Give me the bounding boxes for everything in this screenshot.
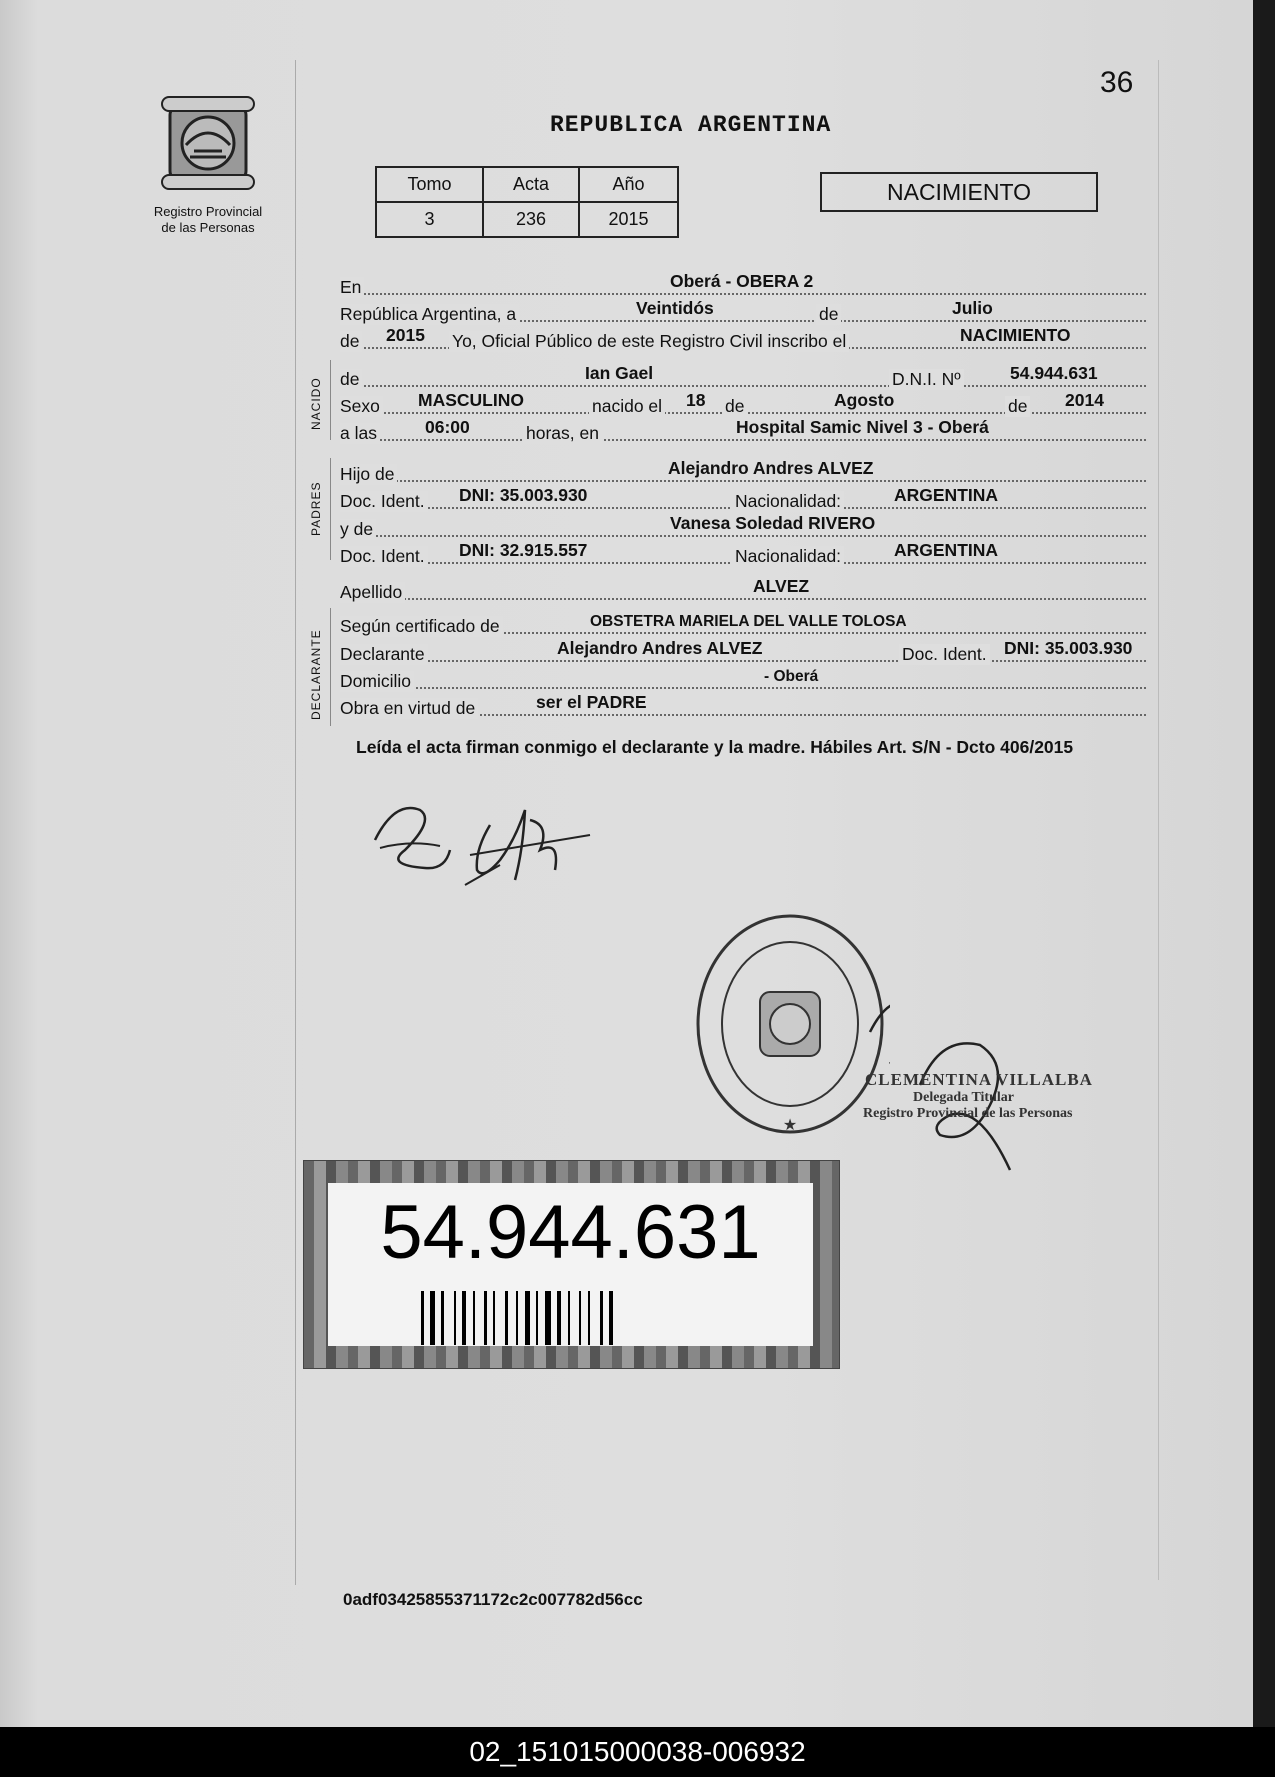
reference-table (375, 166, 679, 238)
obra-label: Obra en virtud de (340, 698, 478, 719)
child-dni-value: 54.944.631 (1010, 363, 1098, 383)
birth-day-value: 18 (686, 390, 706, 410)
row-year (340, 326, 1146, 352)
binder-edge (1253, 0, 1275, 1727)
nacido-section-label: NACIDO (309, 377, 323, 430)
anio-value: 2015 (579, 202, 678, 237)
page-number: 36 (1100, 66, 1134, 99)
declarante-doc-value: DNI: 35.003.930 (1004, 638, 1133, 658)
mother-doc-value: DNI: 32.915.557 (459, 540, 588, 560)
row-address (340, 666, 1146, 692)
anio-header: Año (579, 167, 678, 202)
de-label3: de (1005, 396, 1030, 417)
republic-label: República Argentina, a (340, 304, 519, 325)
place-value: Oberá - OBERA 2 (670, 271, 814, 291)
document-type-box: NACIMIENTO (820, 172, 1098, 212)
dni-sticker-number: 54.944.631 (380, 1190, 761, 1275)
certificado-value: OBSTETRA MARIELA DEL VALLE TOLOSA (590, 613, 907, 630)
horas-en-label: horas, en (523, 423, 602, 444)
barcode-icon (421, 1291, 741, 1345)
right-margin-rule (1158, 60, 1159, 1580)
domicilio-value: - Oberá (764, 668, 819, 685)
birth-year-value: 2014 (1065, 390, 1104, 410)
official-name: CLEMENTINA VILLALBA (865, 1070, 1093, 1089)
declarante-label: Declarante (340, 644, 428, 665)
left-margin-rule (295, 60, 296, 1585)
officer-text: Yo, Oficial Público de este Registro Civil inscribo el (449, 331, 849, 352)
row-reason (340, 693, 1146, 719)
child-name-value: Ian Gael (585, 363, 654, 383)
svg-text:★: ★ (782, 1115, 798, 1134)
misiones-coat-of-arms-icon (156, 95, 260, 195)
official-title: Delegada Titular (913, 1090, 1014, 1105)
signature-image (365, 780, 605, 900)
footer-file-id: 02_151015000038-006932 (0, 1727, 1275, 1777)
page-title: REPUBLICA ARGENTINA (550, 112, 832, 138)
dni-label: D.N.I. Nº (889, 369, 964, 390)
de-label2: de (722, 396, 747, 417)
declarante-name-value: Alejandro Andres ALVEZ (557, 638, 763, 658)
official-seal-stamp (690, 912, 890, 1142)
official-org: Registro Provincial de las Personas (863, 1106, 1073, 1121)
row-mother-doc (340, 541, 1146, 567)
apellido-value: ALVEZ (753, 576, 810, 596)
event-value: NACIMIENTO (960, 325, 1071, 345)
de-label: de (816, 304, 841, 325)
official-name-stamp (865, 1070, 1093, 1122)
father-name-value: Alejandro Andres ALVEZ (668, 458, 874, 478)
declarante-section-label: DECLARANTE (309, 629, 323, 720)
sexo-value: MASCULINO (418, 390, 524, 410)
mother-doc-label: Doc. Ident. (340, 546, 428, 567)
mother-name-value: Vanesa Soledad RIVERO (670, 513, 876, 533)
row-father-doc (340, 486, 1146, 512)
father-doc-label: Doc. Ident. (340, 491, 428, 512)
row-place (340, 272, 1146, 298)
mother-nationality-label: Nacionalidad: (732, 546, 844, 567)
certificado-label: Según certificado de (340, 616, 503, 637)
birth-time-value: 06:00 (425, 417, 470, 437)
hijo-de-label: Hijo de (340, 464, 397, 485)
year-value: 2015 (386, 325, 425, 345)
registry-logo (148, 95, 268, 236)
domicilio-label: Domicilio (340, 671, 414, 692)
declarante-doc-label: Doc. Ident. (899, 644, 990, 665)
row-sex-birthdate (340, 391, 1146, 417)
row-date (340, 299, 1146, 325)
father-doc-value: DNI: 35.003.930 (459, 485, 588, 505)
sexo-label: Sexo (340, 396, 383, 417)
de2-label: de (340, 331, 362, 352)
a-las-label: a las (340, 423, 380, 444)
apellido-label: Apellido (340, 582, 405, 603)
y-de-label: y de (340, 519, 376, 540)
registry-caption-line1: Registro Provincial (153, 204, 263, 219)
row-declarant (340, 639, 1146, 665)
mother-nationality-value: ARGENTINA (894, 540, 999, 560)
father-nationality-label: Nacionalidad: (732, 491, 844, 512)
month-value: Julio (952, 298, 993, 318)
closing-statement: Leída el acta firman conmigo el declarante y la madre. Hábiles Art. S/N - Dcto 406/2015 (356, 737, 1074, 757)
row-father (340, 459, 1146, 485)
document-hash: 0adf03425855371172c2c007782d56cc (343, 1590, 643, 1609)
en-label: En (340, 277, 364, 298)
registry-caption-line2: de las Personas (161, 220, 255, 235)
birth-month-value: Agosto (834, 390, 895, 410)
acta-header: Acta (483, 167, 579, 202)
row-certificate (340, 611, 1146, 637)
row-surname (340, 577, 1146, 603)
row-mother (340, 514, 1146, 540)
tomo-value: 3 (376, 202, 483, 237)
row-child-name (340, 364, 1146, 390)
nacido-de-label: de (340, 369, 362, 390)
row-time-place (340, 418, 1146, 444)
day-words-value: Veintidós (636, 298, 714, 318)
padres-section-label: PADRES (309, 481, 323, 536)
obra-value: ser el PADRE (536, 692, 647, 712)
father-nationality-value: ARGENTINA (894, 485, 999, 505)
birth-place-value: Hospital Samic Nivel 3 - Oberá (736, 417, 989, 437)
dni-barcode-sticker (303, 1160, 840, 1369)
tomo-header: Tomo (376, 167, 483, 202)
acta-value: 236 (483, 202, 579, 237)
nacido-el-label: nacido el (589, 396, 665, 417)
